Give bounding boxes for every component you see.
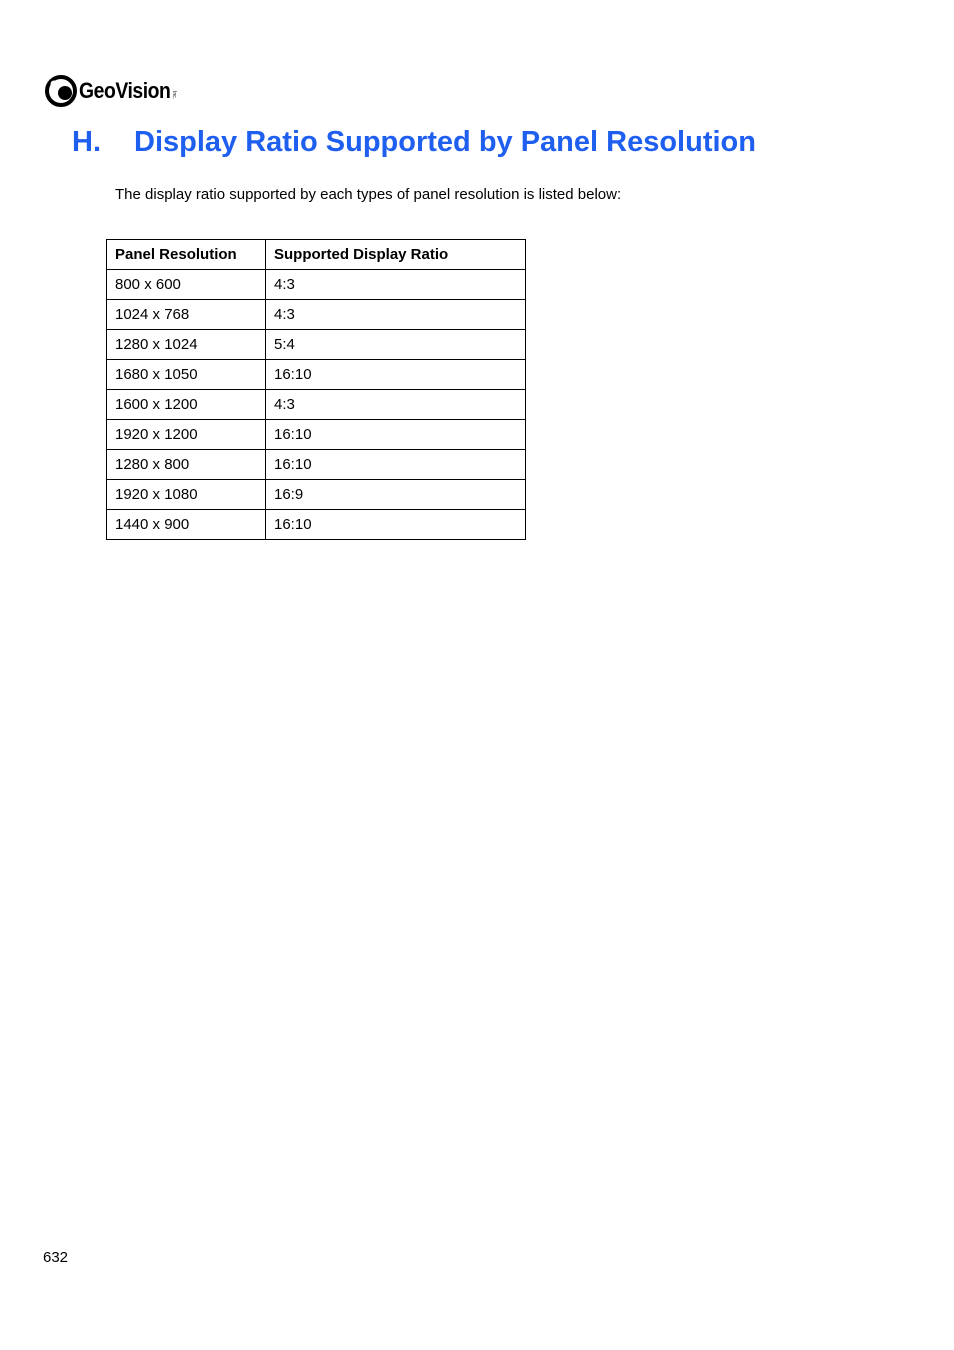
- resolution-table: [106, 239, 526, 540]
- cell-resolution: 1024 x 768: [107, 300, 266, 330]
- section-letter: H.: [72, 126, 101, 158]
- cell-resolution: 1920 x 1080: [107, 480, 266, 510]
- section-title: Display Ratio Supported by Panel Resolution: [134, 126, 756, 158]
- cell-ratio: 16:10: [266, 510, 526, 540]
- cell-ratio: 5:4: [266, 330, 526, 360]
- cell-ratio: 16:10: [266, 450, 526, 480]
- table-row: [107, 480, 526, 510]
- logo-trademark: Inc.: [170, 90, 177, 100]
- cell-resolution: 1440 x 900: [107, 510, 266, 540]
- cell-ratio: 16:10: [266, 360, 526, 390]
- cell-resolution: 1920 x 1200: [107, 420, 266, 450]
- section-heading: [72, 126, 756, 159]
- table-header-row: [107, 240, 526, 270]
- cell-resolution: 1600 x 1200: [107, 390, 266, 420]
- cell-ratio: 4:3: [266, 300, 526, 330]
- cell-ratio: 16:9: [266, 480, 526, 510]
- logo-text: GeoVision: [79, 78, 171, 103]
- cell-ratio: 4:3: [266, 270, 526, 300]
- cell-resolution: 800 x 600: [107, 270, 266, 300]
- column-header-display-ratio: Supported Display Ratio: [266, 240, 526, 270]
- cell-resolution: 1280 x 800: [107, 450, 266, 480]
- page-number: 632: [43, 1249, 69, 1266]
- table-row: [107, 360, 526, 390]
- table-row: [107, 300, 526, 330]
- geovision-logo-icon: [45, 75, 77, 107]
- cell-ratio: 16:10: [266, 420, 526, 450]
- table-row: [107, 450, 526, 480]
- table-row: [107, 330, 526, 360]
- table-row: [107, 270, 526, 300]
- cell-resolution: 1280 x 1024: [107, 330, 266, 360]
- cell-ratio: 4:3: [266, 390, 526, 420]
- table-row: [107, 390, 526, 420]
- cell-resolution: 1680 x 1050: [107, 360, 266, 390]
- geovision-logo: [45, 74, 177, 108]
- intro-paragraph: The display ratio supported by each types of panel resolution is listed below:: [115, 186, 622, 203]
- column-header-panel-resolution: Panel Resolution: [107, 240, 266, 270]
- table-row: [107, 420, 526, 450]
- table-row: [107, 510, 526, 540]
